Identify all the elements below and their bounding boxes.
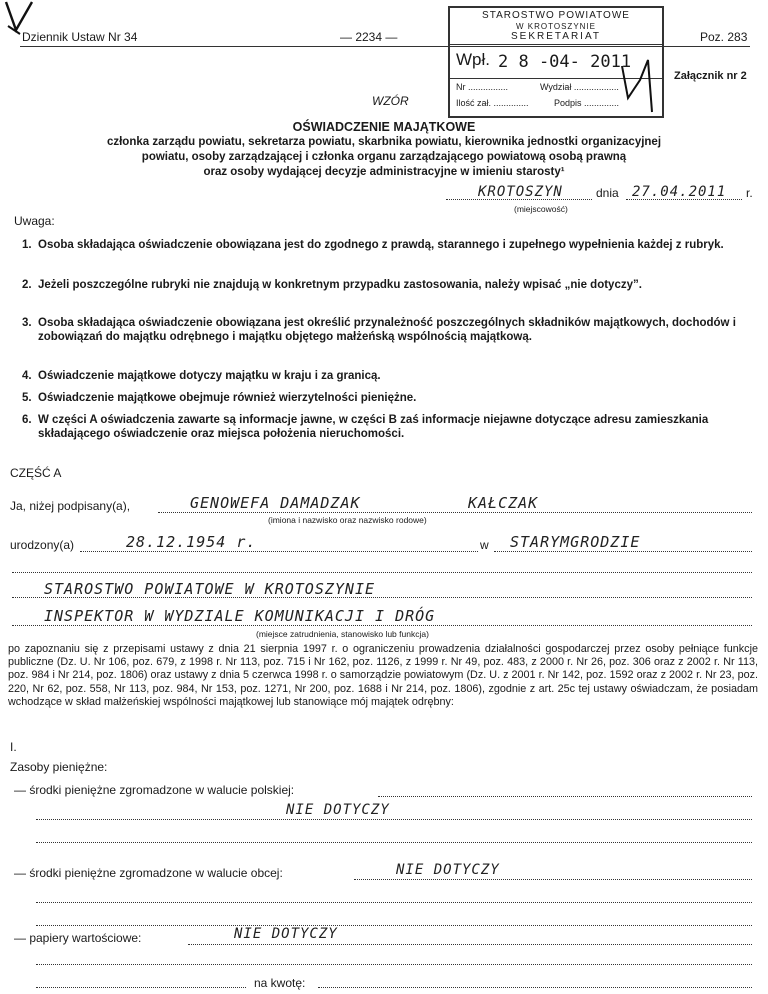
annex-label: Załącznik nr 2 (674, 70, 747, 82)
born-label: urodzony(a) (10, 538, 75, 552)
zasoby-label: Zasoby pieniężne: (10, 760, 108, 774)
stamp-ilosc: Ilość zał. .............. (456, 98, 529, 108)
w-label: w (480, 538, 489, 552)
position-number: Poz. 283 (700, 30, 748, 44)
uwaga-item-text: W części A oświadczenia zawarte są informacje jawne, w części B zaś informacje niejawne dotyczące adresu zamieszkania składającego oświadczenie oraz miejsca położenia nieruchomości. (38, 414, 709, 440)
stamp-line-1: STAROSTWO POWIATOWE (482, 10, 630, 21)
maiden-name-value: KAŁCZAK (468, 494, 539, 512)
foreign-label: — środki pieniężne zgromadzone w walucie obcej: (14, 866, 283, 880)
kwote-label: na kwotę: (254, 976, 306, 990)
place-value: KROTOSZYN (478, 184, 563, 200)
employer-value: STAROSTWO POWIATOWE W KROTOSZYNIE (44, 580, 376, 598)
place-caption: (miejscowość) (514, 204, 568, 214)
pln-label: — środki pieniężne zgromadzone w walucie polskiej: (14, 783, 295, 797)
uwaga-item-1 (22, 238, 752, 268)
foreign-value: NIE DOTYCZY (396, 862, 500, 878)
born-place-value: STARYMGRODZIE (510, 533, 641, 551)
uwaga-item-number: 3. (22, 317, 32, 329)
position-value: INSPEKTOR W WYDZIALE KOMUNIKACJI I DRÓG (44, 607, 436, 625)
wzor-label: WZÓR (372, 94, 409, 108)
uwaga-item-number: 2. (22, 279, 32, 291)
uwaga-item-4 (22, 369, 752, 385)
uwaga-item-text: Osoba składająca oświadczenie obowiązana jest określić przynależność poszczególnych składników majątkowych, dochodów i zobowiązań do majątku odrębnego i majątku objętego małżeńską wspólnością majątkową. (38, 317, 736, 343)
stamp-nr: Nr ................ (456, 82, 509, 92)
uwaga-item-number: 4. (22, 370, 32, 382)
uwaga-item-number: 5. (22, 392, 32, 404)
securities-value: NIE DOTYCZY (234, 926, 338, 942)
name-value: GENOWEFA DAMADZAK (190, 494, 361, 512)
name-caption: (imiona i nazwisko oraz nazwisko rodowe) (268, 515, 427, 525)
securities-label: — papiery wartościowe: (14, 931, 142, 945)
journal-title: Dziennik Ustaw Nr 34 (22, 30, 138, 44)
stamp-line-2: W KROTOSZYNIE (516, 22, 596, 31)
ja-label: Ja, niżej podpisany(a), (10, 499, 131, 513)
uwaga-item-5 (22, 391, 752, 407)
uwaga-item-3 (22, 316, 752, 360)
stamp-received-date: 2 8 -04- 2011 (498, 52, 632, 72)
uwaga-item-6 (22, 413, 752, 443)
stamp-wydzial: Wydział .................. (540, 82, 619, 92)
born-date-value: 28.12.1954 r. (126, 533, 257, 551)
uwaga-item-number: 1. (22, 239, 32, 251)
part-a-heading: CZĘŚĆ A (10, 466, 62, 480)
uwaga-item-text: Osoba składająca oświadczenie obowiązana jest do zgodnego z prawdą, starannego i zupełnego wypełnienia każdej z rubryk. (38, 239, 724, 251)
employer-caption: (miejsce zatrudnienia, stanowisko lub funkcja) (256, 629, 429, 639)
page-number: — 2234 — (340, 30, 398, 44)
uwaga-item-text: Jeżeli poszczególne rubryki nie znajdują w konkretnym przypadku zastosowania, należy wpisać „nie dotyczy”. (38, 279, 642, 291)
uwaga-item-2 (22, 278, 752, 308)
uwaga-label: Uwaga: (14, 214, 55, 228)
page-title: OŚWIADCZENIE MAJĄTKOWE (292, 120, 476, 134)
stamp-divider (450, 44, 662, 45)
uwaga-item-text: Oświadczenie majątkowe dotyczy majątku w kraju i za granicą. (38, 370, 381, 382)
pln-value: NIE DOTYCZY (286, 802, 390, 818)
subtitle-line-1: członka zarządu powiatu, sekretarza powiatu, skarbnika powiatu, kierownika jednostki organizacyjnej (106, 136, 662, 148)
date-value: 27.04.2011 (632, 184, 727, 200)
uwaga-item-number: 6. (22, 414, 32, 426)
subtitle-line-3: oraz osoby wydającej decyzje administracyjne w imieniu starosty¹ (203, 166, 565, 178)
stamp-line-3: SEKRETARIAT (511, 31, 601, 42)
handwritten-mark-icon (618, 58, 658, 114)
r-label: r. (746, 186, 753, 200)
stamp-received-label: Wpł. (456, 50, 490, 69)
subtitle-line-2: powiatu, osoby zarządzającej i członka organu zarządzającego powiatową osobą prawną (141, 151, 627, 163)
section-roman: I. (10, 740, 17, 754)
dnia-label: dnia (596, 186, 619, 200)
uwaga-item-text: Oświadczenie majątkowe obejmuje również wierzytelności pieniężne. (38, 392, 417, 404)
received-stamp (448, 6, 664, 118)
legal-paragraph: po zapoznaniu się z przepisami ustawy z dnia 21 sierpnia 1997 r. o ograniczeniu prowadzenia działalności gospodarczej przez osoby pełniące funkcje publiczne (Dz. U. Nr 106, poz. 679, z 1998 r. Nr 113, poz. 715 i Nr 162, poz. 1126, z 1999 r. Nr 49, poz. 483, z 2000 r. Nr 26, poz. 306 oraz z 2002 r. Nr 113, poz. 984 i Nr 214, poz. 1806) oraz ustawy z dnia 5 czerwca 1998 r. o samorządzie powiatowym (Dz. U. z 2001 r. Nr 142, poz. 1592 oraz z 2002 r. Nr 23, poz. 220, Nr 62, poz. 558, Nr 113, poz. 984, Nr 153, poz. 1271, Nr 200, poz. 1688 i Nr 214, poz. 1806), zgodnie z art. 25c tej ustawy oświadczam, że posiadam wchodzące w skład małżeńskiej wspólności majątkowej lub stanowiące mój majątek odrębny: (8, 643, 758, 708)
stamp-podpis: Podpis .............. (554, 98, 620, 108)
